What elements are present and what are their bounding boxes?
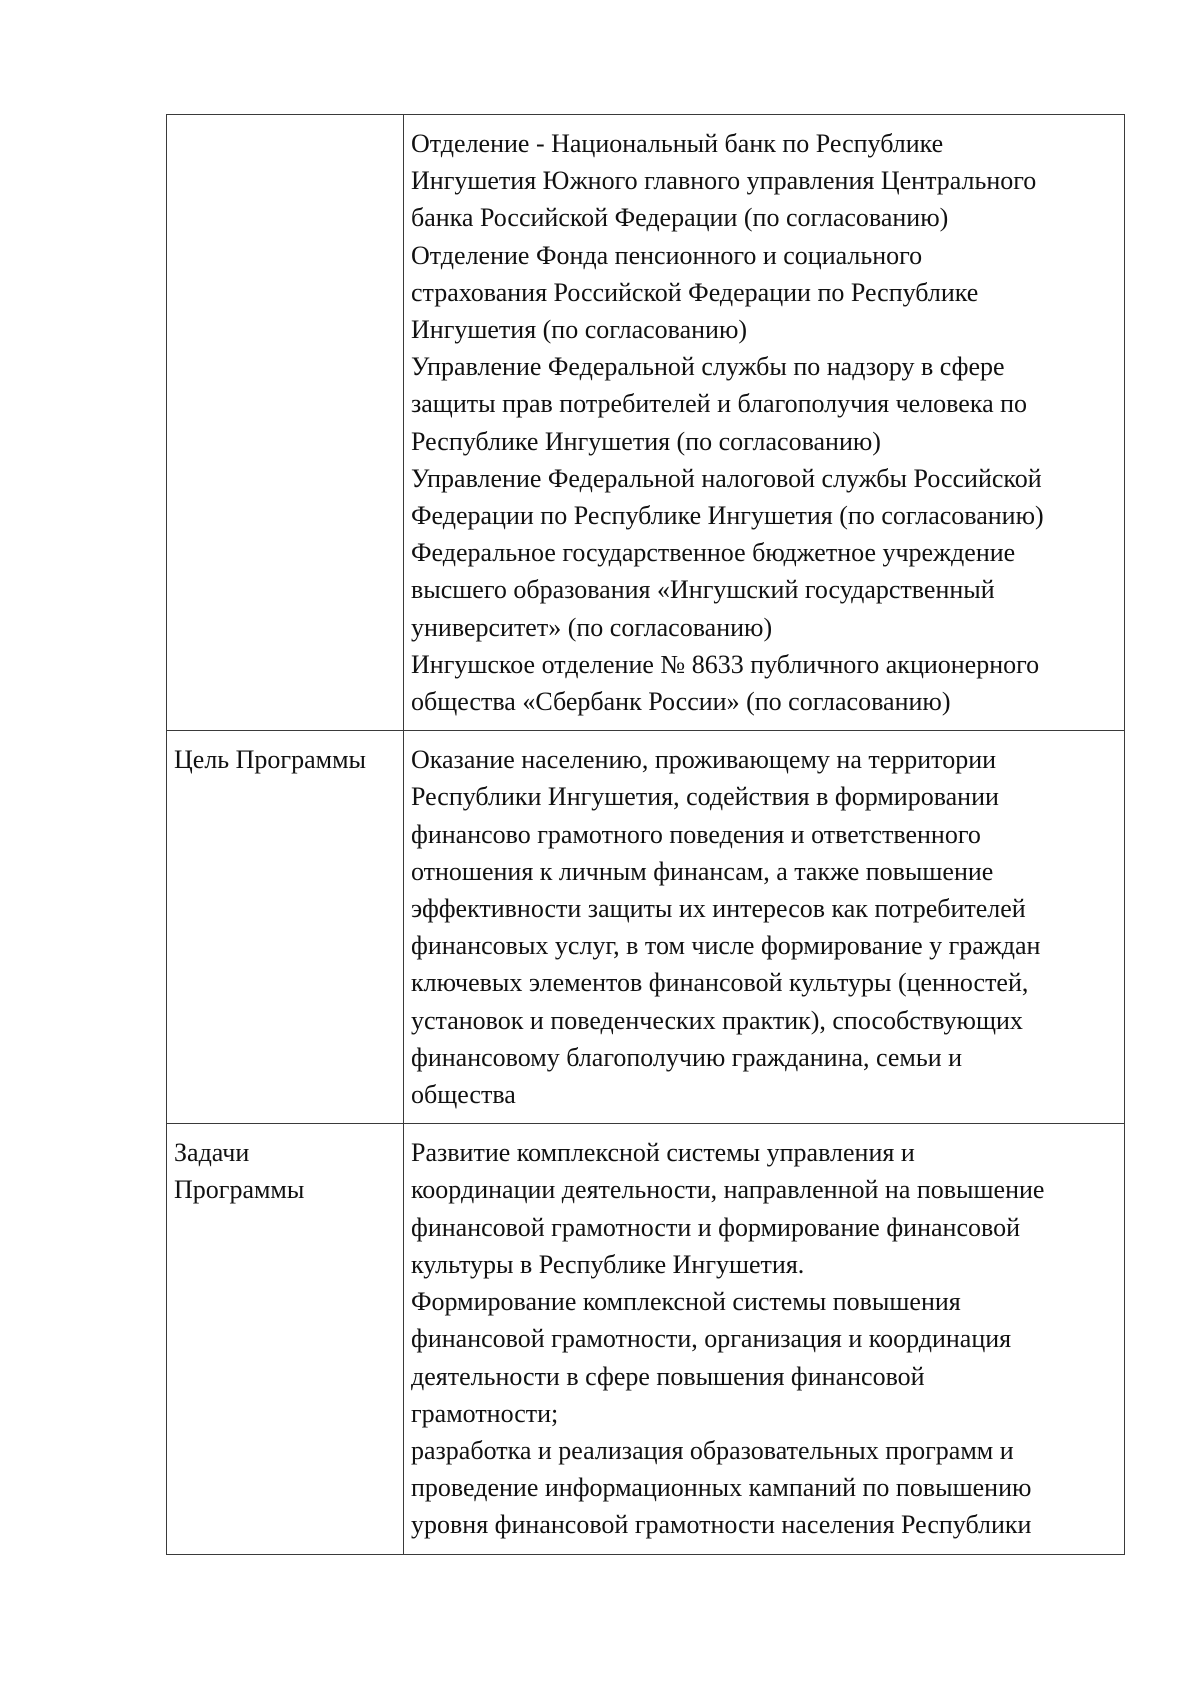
text-line: Развитие комплексной системы управления и <box>411 1138 915 1168</box>
text-line: Республики Ингушетия, содействия в формировании <box>411 782 999 812</box>
text-line: Ингушское отделение № 8633 публичного акционерного <box>411 649 1040 679</box>
text-line: Ингушетия (по согласованию) <box>411 315 748 345</box>
text-line: эффективности защиты их интересов как потребителей <box>411 894 1026 924</box>
text-line: Оказание населению, проживающему на территории <box>411 745 997 775</box>
table-row-goal <box>167 731 1125 1124</box>
text-line: культуры в Республике Ингушетия. <box>411 1249 805 1279</box>
text-line: общества «Сбербанк России» (по согласованию) <box>411 687 951 717</box>
text-line: защиты прав потребителей и благополучия человека по <box>411 389 1028 419</box>
text-line: Отделение Фонда пенсионного и социального <box>411 240 923 270</box>
text-line: проведение информационных кампаний по повышению <box>411 1473 1032 1503</box>
text-line: высшего образования «Ингушский государственный <box>411 575 995 605</box>
label-line: Цель Программы <box>174 745 367 775</box>
text-line: разработка и реализация образовательных программ и <box>411 1435 1014 1465</box>
text-line: координации деятельности, направленной на повышение <box>411 1175 1045 1205</box>
text-line: финансовых услуг, в том числе формирование у граждан <box>411 931 1041 961</box>
text-line: финансовой грамотности и формирование финансовой <box>411 1212 1020 1242</box>
program-passport-table <box>166 114 1125 1555</box>
table-row-content <box>404 115 1125 731</box>
text-line: Федеральное государственное бюджетное учреждение <box>411 538 1016 568</box>
text-line: отношения к личным финансам, а также повышение <box>411 856 994 886</box>
table-row-tasks <box>167 1124 1125 1554</box>
table-row-label <box>167 1124 404 1554</box>
text-line: Управление Федеральной налоговой службы Российской <box>411 463 1042 493</box>
text-line: общества <box>411 1080 516 1110</box>
table-row-label <box>167 731 404 1124</box>
text-line: установок и поведенческих практик), способствующих <box>411 1005 1023 1035</box>
text-line: уровня финансовой грамотности населения Республики <box>411 1510 1032 1540</box>
text-line: банка Российской Федерации (по согласованию) <box>411 203 949 233</box>
text-line: Формирование комплексной системы повышения <box>411 1287 961 1317</box>
text-line: Ингушетия Южного главного управления Центрального <box>411 166 1037 196</box>
table-row-content <box>404 1124 1125 1554</box>
text-line: грамотности; <box>411 1398 559 1428</box>
text-line: финансовому благополучию гражданина, семьи и <box>411 1042 963 1072</box>
text-line: Федерации по Республике Ингушетия (по согласованию) <box>411 501 1044 531</box>
text-line: финансово грамотного поведения и ответственного <box>411 819 981 849</box>
label-line: Задачи <box>174 1138 250 1168</box>
text-line: финансовой грамотности, организация и координация <box>411 1324 1012 1354</box>
text-line: Республике Ингушетия (по согласованию) <box>411 426 881 456</box>
text-line: Отделение - Национальный банк по Республике <box>411 129 944 158</box>
text-line: ключевых элементов финансовой культуры (ценностей, <box>411 968 1029 998</box>
text-line: страхования Российской Федерации по Республике <box>411 277 979 307</box>
text-line: Управление Федеральной службы по надзору в сфере <box>411 352 1005 382</box>
text-line: университет» (по согласованию) <box>411 612 773 642</box>
label-line: Программы <box>174 1175 305 1205</box>
table-row-content <box>404 731 1125 1124</box>
text-line: деятельности в сфере повышения финансовой <box>411 1361 925 1391</box>
table-row-participants <box>167 115 1125 731</box>
table-row-label <box>167 115 404 731</box>
